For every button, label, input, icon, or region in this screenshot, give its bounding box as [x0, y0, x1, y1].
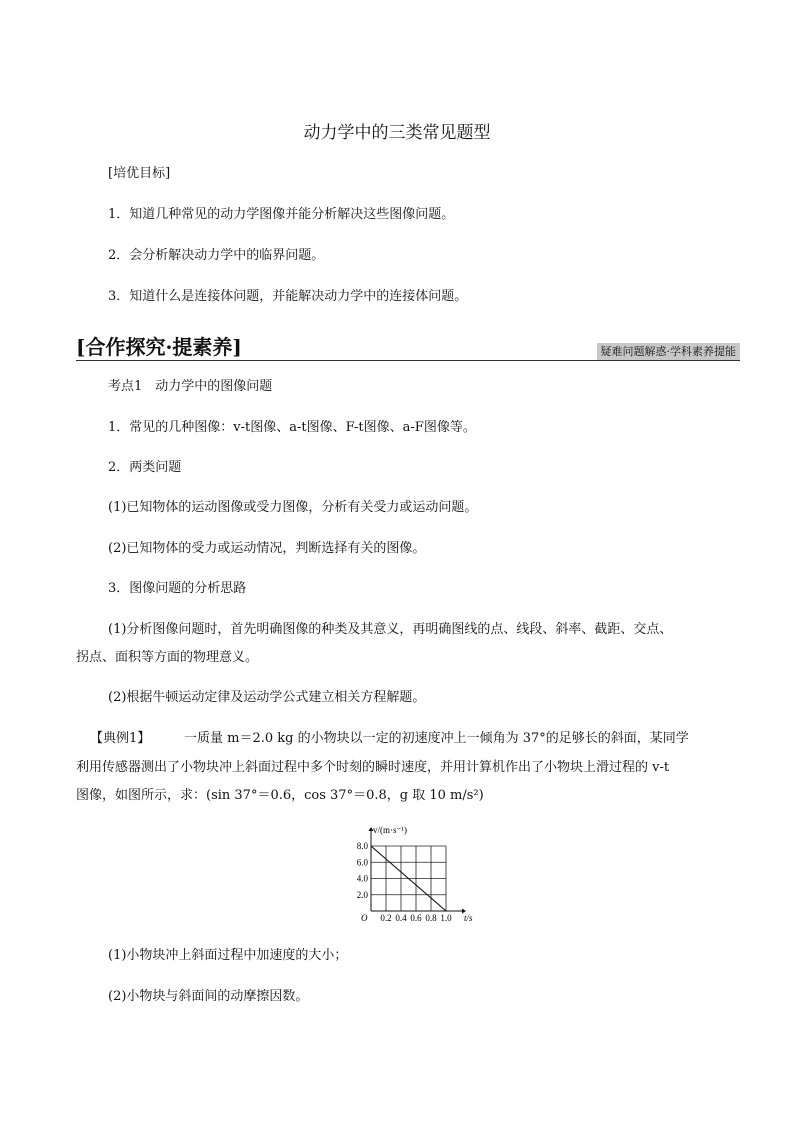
y-axis-label: v/(m·s⁻¹)	[373, 825, 407, 835]
goal-item: 1．知道几种常见的动力学图像并能分析解决这些图像问题。	[108, 207, 455, 222]
paragraph: (1)已知物体的运动图像或受力图像，分析有关受力或运动问题。	[108, 500, 478, 515]
y-tick-label: 8.0	[356, 841, 368, 851]
x-tick-label: 0.2	[380, 913, 392, 923]
section-title: [合作探究·提素养]	[76, 335, 242, 359]
question: (1)小物块冲上斜面过程中加速度的大小；	[108, 948, 348, 963]
example-text: 一质量 m＝2.0 kg 的小物块以一定的初速度冲上一倾角为 37°的足够长的斜面，某同学	[184, 731, 689, 746]
y-tick-label: 4.0	[356, 873, 368, 884]
y-tick-label: 2.0	[356, 889, 368, 900]
x-tick-label: 0.6	[410, 913, 422, 923]
paragraph: 1．常见的几种图像：v-t图像、a-t图像、F-t图像、a-F图像等。	[108, 420, 476, 435]
chart-axes	[369, 827, 467, 914]
x-tick-label: 0.8	[425, 913, 437, 923]
paragraph: (1)分析图像问题时，首先明确图像的种类及其意义，再明确图线的点、线段、斜率、截距、交点、	[108, 622, 673, 637]
paragraph: 2．两类问题	[108, 460, 182, 475]
paragraph: 3．图像问题的分析思路	[108, 581, 247, 596]
paragraph: 拐点、面积等方面的物理意义。	[76, 650, 259, 665]
example-text: 图像，如图所示，求：(sin 37°＝0.6，cos 37°＝0.8，g 取 10 m/s²)	[76, 788, 484, 803]
goal-item: 2．会分析解决动力学中的临界问题。	[108, 248, 325, 263]
section-header	[76, 333, 740, 363]
goal-item: 3．知道什么是连接体问题，并能解决动力学中的连接体问题。	[108, 289, 468, 304]
paragraph: (2)根据牛顿运动定律及运动学公式建立相关方程解题。	[108, 690, 426, 705]
x-axis-label: t/s	[464, 913, 473, 923]
origin-label: O	[361, 913, 368, 923]
vt-chart	[352, 822, 480, 926]
paragraph: (2)已知物体的受力或运动情况，判断选择有关的图像。	[108, 541, 426, 556]
goals-header: [培优目标]	[108, 166, 171, 181]
section-divider	[76, 360, 740, 361]
y-tick-label: 6.0	[356, 857, 368, 868]
section-tag: 疑难问题解惑·学科素养提能	[597, 343, 741, 360]
topic-heading: 考点1 动力学中的图像问题	[108, 379, 273, 394]
example-text: 利用传感器测出了小物块冲上斜面过程中多个时刻的瞬时速度，并用计算机作出了小物块上滑过程的 v-t	[76, 760, 670, 775]
example-label: 【典例1】	[90, 731, 151, 746]
document-title: 动力学中的三类常见题型	[303, 123, 491, 143]
x-tick-label: 0.4	[395, 913, 407, 923]
question: (2)小物块与斜面间的动摩擦因数。	[108, 989, 309, 1004]
x-tick-label: 1.0	[440, 913, 452, 923]
